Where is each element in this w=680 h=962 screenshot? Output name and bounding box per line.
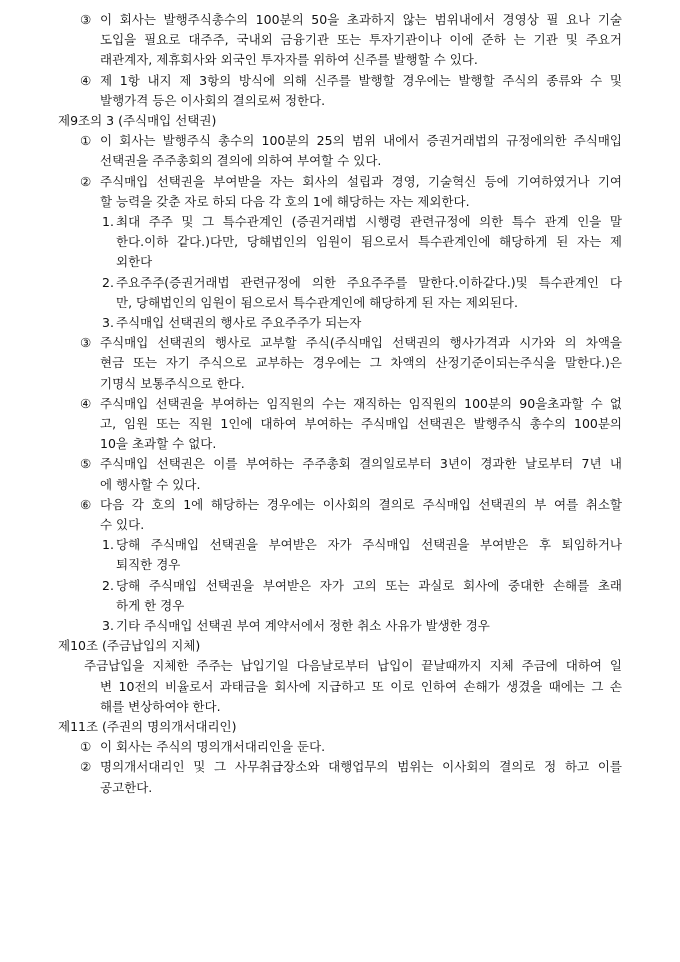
article-heading: 제11조 (주권의 명의개서대리인): [58, 719, 237, 734]
item-number: ④: [80, 72, 92, 88]
item-text-line: 이 회사는 발행주식 총수의 100분의 25의 범위 내에서 증권거래법의 규정에의한 주식매입: [100, 133, 622, 149]
sub-item-number: 2.: [102, 577, 114, 593]
item-text-line: 다음 각 호의 1에 해당하는 경우에는 이사회의 결의로 주식매입 선택권의 부 여를 취소할: [100, 496, 622, 512]
paragraph-line: 해를 변상하여야 한다.: [100, 698, 221, 714]
item-text-line: 외한다: [116, 254, 153, 270]
item-number: ⑤: [80, 456, 92, 472]
item-text-line: 주식매입 선택권의 행사로 주요주주가 되는자: [116, 315, 362, 330]
item-text-line: 주식매입 선택권은 이를 부여하는 주주총회 결의일로부터 3년이 경과한 날로부터 7년 내: [100, 456, 622, 472]
sub-item-number: 3.: [102, 618, 114, 633]
sub-item-number: 2.: [102, 274, 114, 290]
item-number: ①: [80, 133, 92, 149]
item-text-line: 이 회사는 발행주식총수의 100분의 50을 초과하지 않는 범위내에서 경영상 필 요나 기술: [100, 12, 622, 27]
item-text-line: 도입을 필요로 대주주, 국내외 금융기관 또는 투자기관이나 이에 준하 는 기관 및 주요거: [100, 32, 622, 48]
sub-item-number: 1.: [102, 214, 114, 229]
item-text-line: 래관계자, 제휴회사와 외국인 투자자를 위하여 신주를 발행할 수 있다.: [100, 52, 478, 68]
item-text-line: 주식매입 선택권을 부여하는 임직원의 수는 재직하는 임직원의 100분의 90을초과할 수 없: [100, 395, 622, 411]
item-text-line: 에 행사할 수 있다.: [100, 476, 201, 492]
item-text-line: 기명식 보통주식으로 한다.: [100, 375, 245, 391]
sub-item-number: 1.: [102, 537, 114, 553]
article-heading: 제9조의 3 (주식매입 선택권): [58, 113, 217, 128]
item-text-line: 당해 주식매입 선택권을 부여받은 자가 고의 또는 과실로 회사에 중대한 손해를 초래: [116, 577, 622, 593]
item-number: ④: [80, 395, 92, 411]
item-text-line: 당해 주식매입 선택권을 부여받은 자가 주식매입 선택권을 부여받은 후 퇴임하거나: [116, 537, 622, 553]
item-text-line: 현금 또는 자기 주식으로 교부하는 경우에는 그 차액의 산정기준이되는주식을 말한다.)은: [100, 355, 622, 371]
item-text-line: 만, 당해법인의 임원이 됨으로서 특수관계인에 해당하게 된 자는 제외된다.: [116, 294, 518, 310]
item-text-line: 최대 주주 및 그 특수관계인 (증권거래법 시행령 관련규정에 의한 특수 관계 인을 말: [116, 214, 622, 229]
item-text-line: 수 있다.: [100, 517, 145, 532]
item-text-line: 발행가격 등은 이사회의 결의로써 정한다.: [100, 92, 326, 108]
item-text-line: 할 능력을 갖춘 자로 하되 다음 각 호의 1에 해당하는 자는 제외한다.: [100, 193, 470, 209]
item-number: ①: [80, 739, 92, 755]
item-text-line: 공고한다.: [100, 779, 153, 795]
item-text-line: 이 회사는 주식의 명의개서대리인을 둔다.: [100, 739, 326, 755]
item-text-line: 주요주주(증권거래법 관련규정에 의한 주요주주를 말한다.이하같다.)및 특수관계인 다: [116, 274, 622, 290]
item-number: ③: [80, 335, 92, 351]
item-text-line: 10을 초과할 수 없다.: [100, 436, 217, 452]
article-heading: 제10조 (주금납입의 지체): [58, 638, 201, 654]
item-text-line: 명의개서대리인 및 그 사무취급장소와 대행업무의 범위는 이사회의 결의로 정 하고 이를: [100, 759, 622, 775]
item-text-line: 선택권을 주주총회의 결의에 의하여 부여할 수 있다.: [100, 153, 382, 169]
item-text-line: 주식매입 선택권의 행사로 교부할 주식(주식매입 선택권의 행사가격과 시가와 의 차액을: [100, 335, 622, 351]
paragraph-line: 주금납입을 지체한 주주는 납입기일 다음날로부터 납입이 끝날때까지 지체 주금에 대하여 일: [84, 658, 622, 674]
item-text-line: 주식매입 선택권을 부여받을 자는 회사의 설립과 경영, 기술혁신 등에 기여하였거나 기여: [100, 173, 622, 189]
item-text-line: 고, 임원 또는 직원 1인에 대하여 부여하는 주식매입 선택권은 발행주식 총수의 100분의: [100, 416, 622, 431]
sub-item-number: 3.: [102, 315, 114, 330]
item-text-line: 하게 한 경우: [116, 597, 185, 613]
item-number: ②: [80, 759, 92, 775]
item-number: ⑥: [80, 496, 92, 512]
item-number: ②: [80, 173, 92, 189]
item-text-line: 기타 주식매입 선택권 부여 계약서에서 정한 취소 사유가 발생한 경우: [116, 618, 490, 633]
item-number: ③: [80, 12, 92, 27]
item-text-line: 제 1항 내지 제 3항의 방식에 의해 신주를 발행할 경우에는 발행할 주식의 종류와 수 및: [100, 72, 622, 88]
item-text-line: 퇴직한 경우: [116, 557, 181, 573]
paragraph-line: 변 10전의 비율로서 과태금을 회사에 지급하고 또 이로 인하여 손해가 생겼을 때에는 그 손: [100, 678, 622, 694]
item-text-line: 한다.이하 같다.)다만, 당해법인의 임원이 됨으로서 특수관계인에 해당하게 된 자는 제: [116, 234, 622, 250]
